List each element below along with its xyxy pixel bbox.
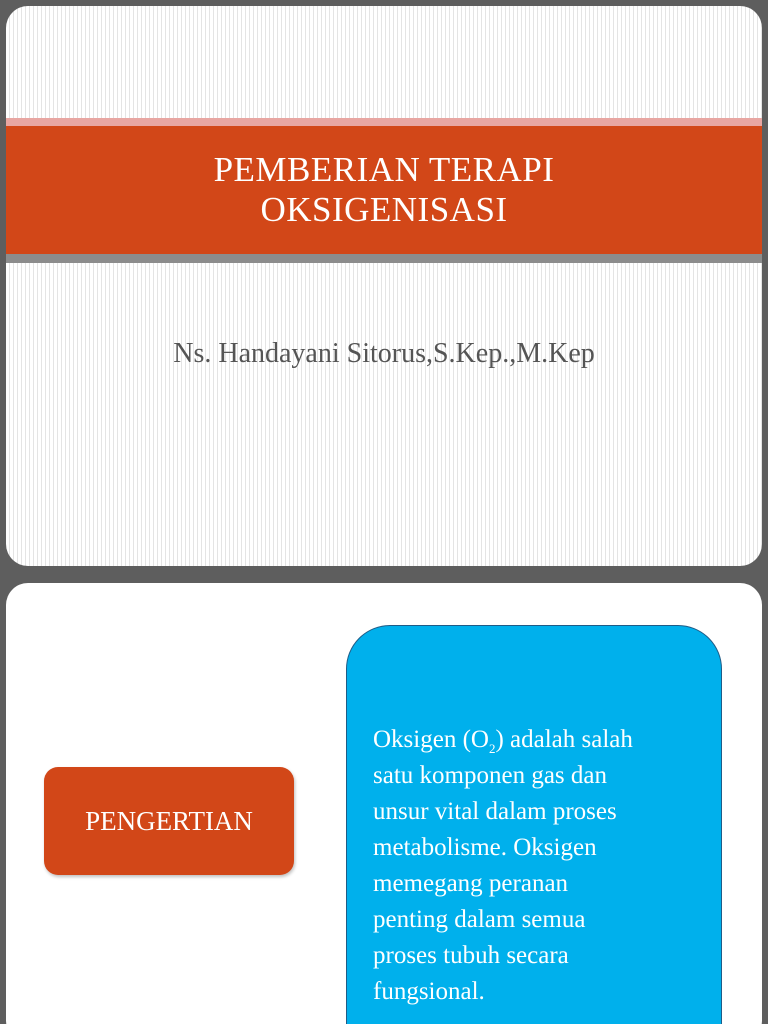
definition-line-1-after: ) adalah salah — [495, 726, 633, 753]
slide-1 — [6, 6, 762, 566]
definition-line-1 — [373, 722, 697, 758]
definition-line: proses tubuh secara — [373, 942, 569, 969]
section-label-box — [44, 767, 294, 875]
definition-line: metabolisme. Oksigen — [373, 834, 597, 861]
slide-2 — [6, 583, 762, 1024]
title-band-accent-top — [6, 118, 762, 126]
definition-line: unsur vital dalam proses — [373, 798, 617, 825]
slide-subtitle: Ns. Handayani Sitorus,S.Kep.,M.Kep — [173, 338, 595, 369]
oxygen-subscript: 2 — [488, 741, 496, 756]
definition-line: fungsional. — [373, 978, 485, 1005]
definition-line: satu komponen gas dan — [373, 762, 607, 789]
definition-line-1-before: Oksigen (O — [373, 726, 489, 753]
section-label: PENGERTIAN — [85, 805, 253, 836]
definition-line: penting dalam semua — [373, 906, 586, 933]
title-band-accent-bottom — [6, 254, 762, 263]
title-band — [6, 126, 762, 254]
slide-title-line-1: PEMBERIAN TERAPI — [213, 150, 555, 189]
definition-line: memegang peranan — [373, 870, 569, 897]
slide-title-line-2: OKSIGENISASI — [260, 190, 508, 229]
definition-box — [346, 625, 722, 1024]
